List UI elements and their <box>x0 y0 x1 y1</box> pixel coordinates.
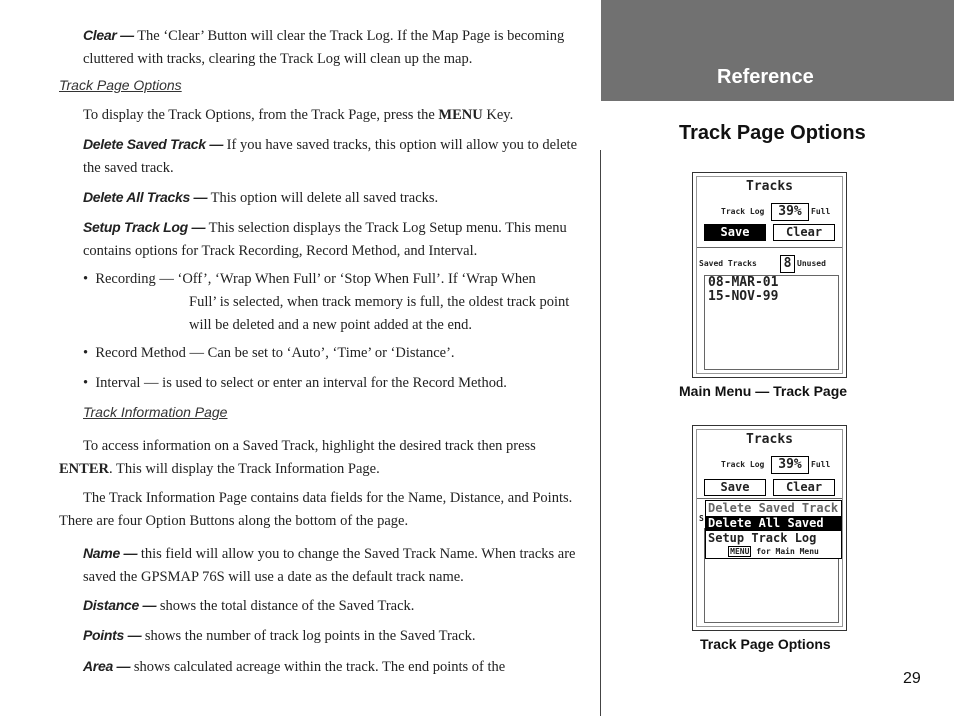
screen-separator <box>697 498 842 499</box>
reference-header-title: Reference <box>717 66 814 88</box>
bullet-record-method-text: Record Method — Can be set to ‘Auto’, ‘Time’ or ‘Distance’. <box>95 345 455 361</box>
clear-button: Clear <box>773 479 835 496</box>
track-log-percent: 39% <box>771 456 809 474</box>
setup-log-text: This selection displays the Track Log Setup menu. This menu contains options for Track Recording, Record Method, and Interval. <box>83 220 567 259</box>
enter-key: ENTER <box>59 461 109 477</box>
name-paragraph <box>83 542 588 589</box>
distance-term: Distance — <box>83 597 157 613</box>
screen-frame <box>696 176 843 374</box>
save-button: Save <box>704 224 766 241</box>
section-title: Track Page Options <box>679 122 866 144</box>
options-menu <box>705 500 842 559</box>
contains-paragraph: The Track Information Page contains data fields for the Name, Distance, and Points. There are four Option Buttons along the bottom of the page. <box>59 490 573 529</box>
name-text: this field will allow you to change the Saved Track Name. When tracks are saved the GPSMAP 76S will use a date as the default track name. <box>83 546 576 585</box>
unused-label: Unused <box>797 259 826 268</box>
screen-title: Tracks <box>746 179 793 194</box>
points-paragraph <box>83 624 588 648</box>
clear-button: Clear <box>773 224 835 241</box>
menu-key: MENU <box>438 107 483 123</box>
full-label: Full <box>811 207 831 216</box>
delete-saved-paragraph <box>83 133 588 180</box>
screen-frame <box>696 429 843 627</box>
access-text: To access information on a Saved Track, highlight the desired track then press <box>83 438 536 454</box>
setup-log-term: Setup Track Log — <box>83 219 206 235</box>
intro-post: Key. <box>486 107 514 123</box>
clear-term: Clear — <box>83 27 134 43</box>
area-paragraph <box>83 655 588 679</box>
bullet-interval-text: Interval — is used to select or enter an interval for the Record Method. <box>95 375 507 391</box>
track-page-options-heading: Track Page Options <box>59 77 182 93</box>
delete-all-text: This option will delete all saved tracks. <box>210 190 439 206</box>
area-term: Area — <box>83 658 131 674</box>
bullet-recording: • Recording — ‘Off’, ‘Wrap When Full’ or ‘Stop When Full’. If ‘Wrap When Full’ is selected, when track memory is full, the oldest track point will be deleted and a new point added at the end. <box>83 268 588 337</box>
bullet-interval: • Interval — is used to select or enter an interval for the Record Method. <box>83 375 507 391</box>
menu-footer <box>706 546 841 558</box>
clear-text: The ‘Clear’ Button will clear the Track Log. If the Map Page is becoming cluttered with tracks, clearing the Track Log will clean up the map. <box>83 28 565 67</box>
track-log-label: Track Log <box>721 207 765 216</box>
bullet-recording-first: ‘Off’, ‘Wrap When Full’ or ‘Stop When Full’. If ‘Wrap When <box>177 271 536 287</box>
name-term: Name — <box>83 545 138 561</box>
intro-text: To display the Track Options, from the Track Page, press the <box>83 107 435 123</box>
delete-saved-term: Delete Saved Track — <box>83 136 224 152</box>
saved-track-item: 08-MAR-01 <box>708 275 779 290</box>
track-log-label: Track Log <box>721 460 765 469</box>
saved-tracks-list <box>704 275 839 370</box>
delete-all-term: Delete All Tracks — <box>83 189 208 205</box>
caption-track-options: Track Page Options <box>700 636 831 652</box>
saved-track-item: 15-NOV-99 <box>708 289 779 304</box>
track-log-percent: 39% <box>771 203 809 221</box>
saved-count: 8 <box>780 255 795 273</box>
setup-log-paragraph <box>83 216 588 263</box>
track-page-screenshot <box>692 172 847 378</box>
menu-key-icon: MENU <box>730 547 750 556</box>
caption-main-menu: Main Menu — Track Page <box>679 383 848 399</box>
menu-item-setup-log: Setup Track Log <box>708 531 817 545</box>
intro-paragraph <box>83 104 588 127</box>
access-paragraph <box>59 435 589 481</box>
track-options-screenshot <box>692 425 847 631</box>
bullet-recording-head: Recording — <box>95 271 174 287</box>
points-term: Points — <box>83 627 142 643</box>
save-button: Save <box>704 479 766 496</box>
area-text: shows calculated acreage within the track. The end points of the <box>133 659 506 675</box>
screen-title: Tracks <box>746 432 793 447</box>
screen-separator <box>697 247 842 248</box>
access-post: . This will display the Track Information Page. <box>108 461 380 477</box>
distance-paragraph <box>83 594 588 618</box>
partial-saved-label: S <box>699 514 704 523</box>
saved-tracks-label: Saved Tracks <box>699 259 757 268</box>
menu-item-delete-all: Delete All Saved <box>706 516 841 531</box>
clear-paragraph <box>83 24 588 71</box>
full-label: Full <box>811 460 831 469</box>
track-info-heading: Track Information Page <box>83 404 228 420</box>
points-text: shows the number of track log points in the Saved Track. <box>144 628 476 644</box>
distance-text: shows the total distance of the Saved Track. <box>159 598 415 614</box>
bullet-record-method: • Record Method — Can be set to ‘Auto’, ‘Time’ or ‘Distance’. <box>83 345 455 361</box>
delete-saved-text: If you have saved tracks, this option will allow you to delete the saved track. <box>83 137 578 176</box>
bullet-recording-rest: Full’ is selected, when track memory is full, the oldest track point will be deleted and a new point added at the end. <box>189 294 570 333</box>
delete-all-paragraph <box>83 186 588 210</box>
menu-footer-text: for Main Menu <box>756 547 819 556</box>
menu-item-delete-saved: Delete Saved Track <box>708 501 839 515</box>
column-divider <box>600 150 601 716</box>
page-number: 29 <box>903 670 921 687</box>
